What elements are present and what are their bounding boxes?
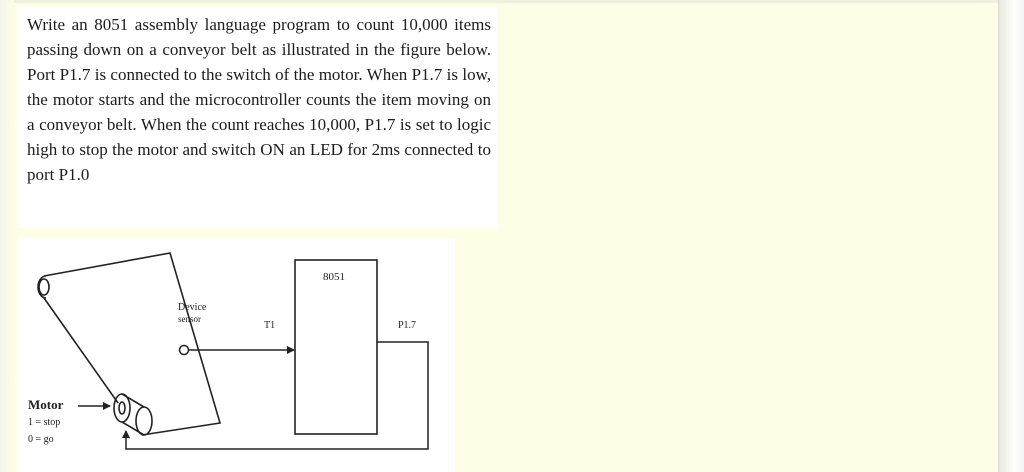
conveyor-diagram-figure bbox=[18, 238, 455, 472]
belt-outline-lower bbox=[44, 298, 118, 403]
motor-stop-label: 1 = stop bbox=[28, 417, 61, 428]
problem-statement-text: Write an 8051 assembly language program to count 10,000 items passing down on a conveyor belt as illustrated in the figure below. Port P1.7 is connected to the switch of the motor. When P1.7 is low, the motor starts and the microcontroller counts the item moving on a conveyor belt. When the count reaches 10,000, P1.7 is set to logic high to stop the motor and switch ON an LED for 2ms connected to port P1.0 bbox=[27, 15, 491, 184]
conveyor-diagram bbox=[18, 238, 455, 472]
t1-label: T1 bbox=[264, 320, 276, 331]
motor-go-label: 0 = go bbox=[28, 434, 54, 445]
sensor-label-line1: Device bbox=[178, 302, 207, 313]
chip-8051 bbox=[295, 260, 377, 434]
p17-label: P1.7 bbox=[398, 320, 417, 331]
device-sensor-icon bbox=[180, 346, 189, 355]
scrollbar-track[interactable] bbox=[998, 0, 1024, 472]
chip-label: 8051 bbox=[323, 271, 345, 283]
p17-control-wire bbox=[126, 342, 428, 449]
motor-roller bbox=[114, 394, 152, 435]
motor-label: Motor bbox=[28, 397, 64, 412]
sensor-label-line2: sensor bbox=[178, 314, 201, 324]
conveyor-belt bbox=[38, 253, 220, 435]
window-left-edge bbox=[0, 0, 14, 472]
belt-outline-upper bbox=[44, 253, 220, 435]
belt-left-pulley bbox=[39, 279, 49, 295]
problem-statement-panel bbox=[18, 7, 498, 228]
window-top-edge bbox=[0, 0, 1024, 3]
